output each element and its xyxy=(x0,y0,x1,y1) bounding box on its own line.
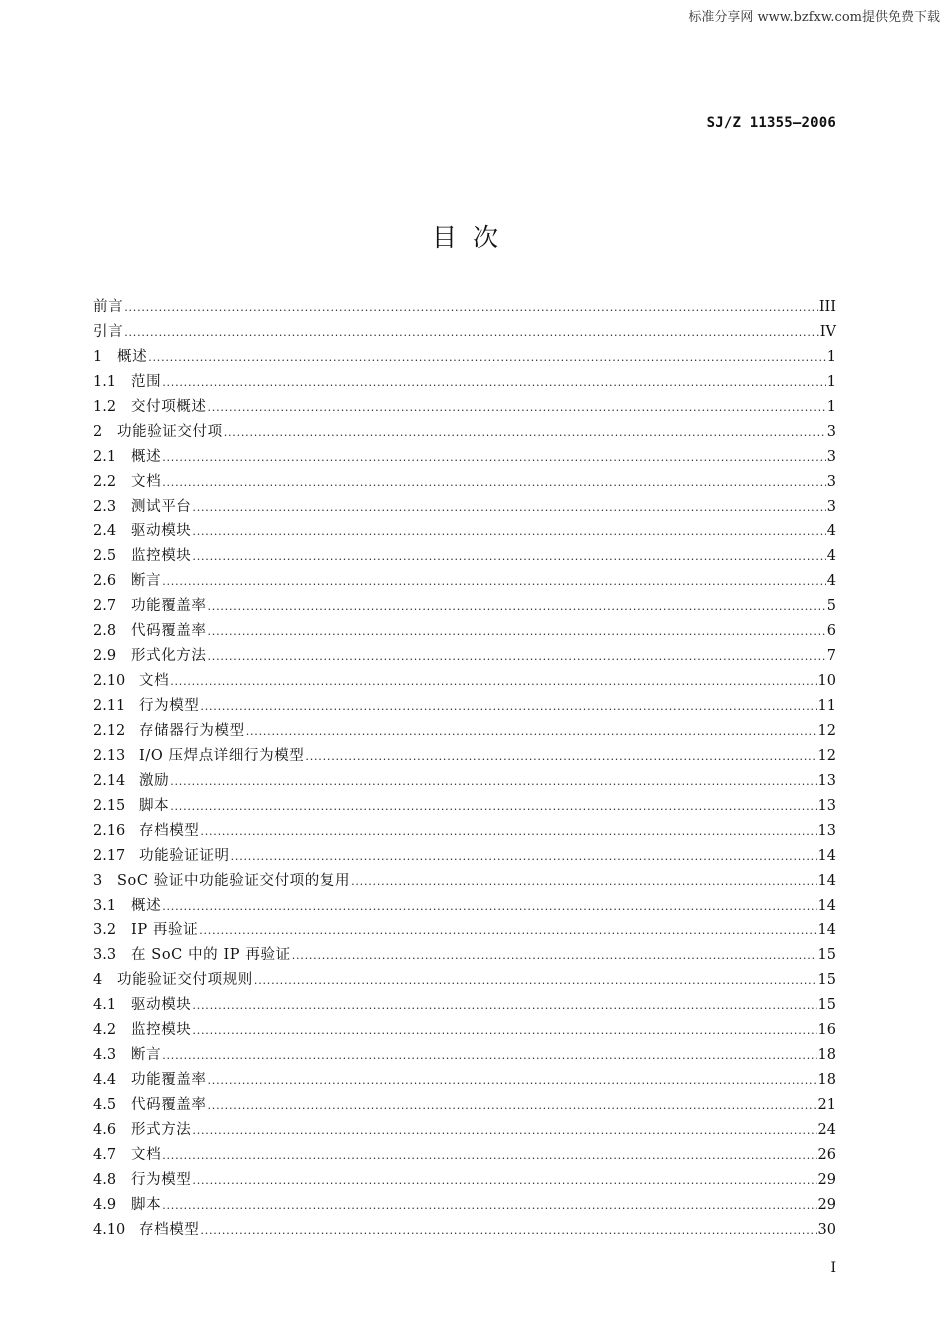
toc-entry-page: 3 xyxy=(826,448,836,465)
toc-entry-number: 4.8 xyxy=(93,1171,117,1188)
toc-entry-number: 4.4 xyxy=(93,1072,117,1089)
toc-entry-title: 行为模型 xyxy=(139,698,200,714)
toc-entry-title: 文档 xyxy=(139,673,170,690)
toc-entry-14[interactable] xyxy=(93,644,836,669)
toc-entry-number: 3.2 xyxy=(93,922,117,939)
toc-entry-35[interactable] xyxy=(93,1168,836,1193)
toc-entry-number: 2.14 xyxy=(93,772,126,789)
toc-entry-1[interactable] xyxy=(93,320,836,345)
toc-entry-number: 3.1 xyxy=(93,897,117,914)
toc-dot-leader xyxy=(170,795,816,820)
toc-entry-15[interactable] xyxy=(93,669,836,694)
toc-entry-number: 2.5 xyxy=(93,548,117,565)
toc-entry-36[interactable] xyxy=(93,1193,836,1218)
toc-entry-4[interactable] xyxy=(93,395,836,420)
toc-entry-page: 24 xyxy=(817,1121,836,1138)
toc-entry-page: 16 xyxy=(817,1022,836,1039)
toc-entry-number: 4.1 xyxy=(93,997,117,1014)
toc-entry-title: 驱动模块 xyxy=(131,997,192,1014)
toc-dot-leader xyxy=(208,1094,817,1119)
toc-dot-leader xyxy=(292,944,817,969)
toc-entry-24[interactable] xyxy=(93,894,836,919)
toc-entry-title: 脚本 xyxy=(131,1196,162,1213)
toc-dot-leader xyxy=(305,745,816,770)
toc-dot-leader xyxy=(208,620,826,645)
toc-dot-leader xyxy=(162,471,826,496)
toc-dot-leader xyxy=(200,820,816,845)
toc-entry-title: 监控模块 xyxy=(131,548,192,565)
toc-entry-number: 2.3 xyxy=(93,498,117,515)
toc-entry-page: 15 xyxy=(817,972,836,989)
toc-entry-number: 2.13 xyxy=(93,747,126,764)
toc-entry-title: 测试平台 xyxy=(131,498,192,515)
toc-entry-title: 概述 xyxy=(117,348,148,365)
toc-entry-27[interactable] xyxy=(93,968,836,993)
toc-entry-title: 功能验证交付项规则 xyxy=(117,972,253,989)
toc-entry-title: 存档模型 xyxy=(139,1221,200,1238)
toc-entry-page: 15 xyxy=(817,997,836,1014)
toc-entry-page: 14 xyxy=(817,872,836,889)
toc-dot-leader xyxy=(208,396,826,421)
toc-entry-title: 代码覆盖率 xyxy=(131,623,207,640)
toc-entry-number: 1 xyxy=(93,348,103,365)
toc-entry-page: 30 xyxy=(817,1221,836,1238)
toc-dot-leader xyxy=(208,645,826,670)
toc-entry-9[interactable] xyxy=(93,519,836,544)
toc-dot-leader xyxy=(192,1119,816,1144)
toc-dot-leader xyxy=(170,770,816,795)
toc-dot-leader xyxy=(254,969,817,994)
toc-entry-number: 3 xyxy=(93,872,103,889)
toc-entry-page: 7 xyxy=(826,648,836,665)
toc-entry-title: 存储器行为模型 xyxy=(139,722,245,739)
toc-entry-number: 4.3 xyxy=(93,1047,117,1064)
toc-entry-title: 监控模块 xyxy=(131,1022,192,1039)
toc-entry-page: 1 xyxy=(826,348,836,365)
toc-dot-leader xyxy=(124,321,819,346)
toc-entry-title: 交付项概述 xyxy=(131,398,207,415)
toc-entry-20[interactable] xyxy=(93,794,836,819)
toc-entry-6[interactable] xyxy=(93,445,836,470)
toc-entry-30[interactable] xyxy=(93,1043,836,1068)
toc-dot-leader xyxy=(162,570,826,595)
table-of-contents xyxy=(93,295,836,1243)
toc-entry-page: 14 xyxy=(817,847,836,864)
toc-entry-34[interactable] xyxy=(93,1143,836,1168)
toc-entry-number: 2.6 xyxy=(93,573,117,590)
toc-entry-title: 断言 xyxy=(131,573,162,590)
watermark-text: 标准分享网 www.bzfxw.com提供免费下载 xyxy=(688,10,940,25)
toc-entry-title: 功能覆盖率 xyxy=(131,1072,207,1089)
toc-dot-leader xyxy=(162,371,826,396)
toc-entry-page: 4 xyxy=(826,523,836,540)
toc-entry-10[interactable] xyxy=(93,544,836,569)
toc-entry-32[interactable] xyxy=(93,1093,836,1118)
toc-entry-page: 13 xyxy=(817,772,836,789)
toc-entry-title: 引言 xyxy=(93,323,124,340)
toc-dot-leader xyxy=(208,1069,817,1094)
toc-entry-page: 13 xyxy=(817,822,836,839)
toc-entry-28[interactable] xyxy=(93,993,836,1018)
toc-entry-page: 10 xyxy=(817,673,836,690)
toc-dot-leader xyxy=(200,1219,816,1244)
toc-entry-number: 4.10 xyxy=(93,1221,126,1238)
toc-entry-title: 文档 xyxy=(131,1146,162,1163)
toc-entry-number: 4.9 xyxy=(93,1196,117,1213)
toc-entry-page: 13 xyxy=(817,797,836,814)
toc-entry-31[interactable] xyxy=(93,1068,836,1093)
toc-entry-page: 1 xyxy=(826,398,836,415)
toc-entry-title: 断言 xyxy=(131,1047,162,1064)
toc-dot-leader xyxy=(124,296,818,321)
toc-entry-page: 14 xyxy=(817,897,836,914)
toc-entry-number: 2 xyxy=(93,423,103,440)
toc-entry-title: 驱动模块 xyxy=(131,523,192,540)
toc-entry-number: 2.11 xyxy=(93,698,126,714)
toc-entry-page: 29 xyxy=(817,1196,836,1213)
toc-entry-title: IP 再验证 xyxy=(131,922,199,939)
toc-entry-page: 18 xyxy=(817,1072,836,1089)
toc-entry-number: 4.5 xyxy=(93,1097,117,1113)
toc-entry-number: 2.9 xyxy=(93,648,117,665)
toc-entry-29[interactable] xyxy=(93,1018,836,1043)
toc-dot-leader xyxy=(162,895,816,920)
toc-entry-page: 12 xyxy=(817,747,836,764)
toc-entry-12[interactable] xyxy=(93,594,836,619)
toc-entry-number: 2.17 xyxy=(93,847,126,864)
toc-entry-title: 形式化方法 xyxy=(131,648,207,665)
toc-entry-title: 范围 xyxy=(131,373,162,390)
toc-entry-page: 6 xyxy=(826,623,836,640)
toc-entry-title: 代码覆盖率 xyxy=(131,1097,207,1113)
toc-entry-title: 概述 xyxy=(131,897,162,914)
toc-entry-number: 4.2 xyxy=(93,1022,117,1039)
toc-entry-25[interactable] xyxy=(93,918,836,943)
toc-entry-title: 功能验证证明 xyxy=(139,847,230,864)
toc-entry-title: 功能覆盖率 xyxy=(131,598,207,615)
toc-entry-21[interactable] xyxy=(93,819,836,844)
toc-entry-title: 激励 xyxy=(139,772,170,789)
page-number: I xyxy=(830,1260,836,1276)
toc-entry-page: 21 xyxy=(817,1097,836,1113)
toc-dot-leader xyxy=(208,595,826,620)
toc-entry-3[interactable] xyxy=(93,370,836,395)
toc-entry-page: 18 xyxy=(817,1047,836,1064)
toc-dot-leader xyxy=(200,695,816,720)
toc-entry-page: 15 xyxy=(817,947,836,964)
toc-entry-title: 形式方法 xyxy=(131,1121,192,1138)
toc-entry-page: 29 xyxy=(817,1171,836,1188)
toc-entry-title: 功能验证交付项 xyxy=(117,423,223,440)
toc-entry-page: 26 xyxy=(817,1146,836,1163)
toc-entry-number: 1.1 xyxy=(93,373,117,390)
toc-dot-leader xyxy=(162,1194,816,1219)
toc-entry-5[interactable] xyxy=(93,420,836,445)
toc-entry-22[interactable] xyxy=(93,844,836,869)
toc-entry-number: 4.7 xyxy=(93,1146,117,1163)
toc-entry-number: 2.7 xyxy=(93,598,117,615)
toc-entry-number: 4.6 xyxy=(93,1121,117,1138)
toc-entry-0[interactable] xyxy=(93,295,836,320)
toc-entry-33[interactable] xyxy=(93,1118,836,1143)
toc-entry-title: 文档 xyxy=(131,473,162,490)
toc-dot-leader xyxy=(246,720,817,745)
toc-entry-number: 2.15 xyxy=(93,797,126,814)
toc-entry-page: 4 xyxy=(826,573,836,590)
toc-entry-7[interactable] xyxy=(93,470,836,495)
toc-entry-number: 1.2 xyxy=(93,398,117,415)
toc-dot-leader xyxy=(231,845,817,870)
toc-entry-number: 2.16 xyxy=(93,822,126,839)
toc-dot-leader xyxy=(162,446,826,471)
toc-dot-leader xyxy=(162,1044,816,1069)
toc-dot-leader xyxy=(162,1144,816,1169)
toc-entry-17[interactable] xyxy=(93,719,836,744)
toc-entry-number: 4 xyxy=(93,972,103,989)
toc-entry-number: 3.3 xyxy=(93,947,117,964)
toc-dot-leader xyxy=(148,346,826,371)
toc-entry-title: SoC 验证中功能验证交付项的复用 xyxy=(117,872,351,889)
toc-dot-leader xyxy=(192,994,816,1019)
toc-entry-title: 脚本 xyxy=(139,797,170,814)
toc-entry-page: 5 xyxy=(826,598,836,615)
page-title: 目 次 xyxy=(432,223,498,252)
toc-entry-16[interactable] xyxy=(93,694,836,719)
toc-dot-leader xyxy=(224,421,826,446)
toc-dot-leader xyxy=(192,520,825,545)
toc-entry-title: 概述 xyxy=(131,448,162,465)
toc-entry-page: 4 xyxy=(826,548,836,565)
toc-entry-page: 12 xyxy=(817,722,836,739)
document-code: SJ/Z 11355—2006 xyxy=(706,115,836,131)
toc-entry-26[interactable] xyxy=(93,943,836,968)
toc-entry-number: 2.1 xyxy=(93,448,117,465)
toc-entry-page: 14 xyxy=(817,922,836,939)
toc-dot-leader xyxy=(192,1019,816,1044)
toc-entry-title: 在 SoC 中的 IP 再验证 xyxy=(131,947,291,964)
toc-entry-number: 2.2 xyxy=(93,473,117,490)
toc-entry-number: 2.4 xyxy=(93,523,117,540)
toc-entry-19[interactable] xyxy=(93,769,836,794)
toc-dot-leader xyxy=(170,670,816,695)
toc-entry-number: 2.8 xyxy=(93,623,117,640)
toc-entry-page: 3 xyxy=(826,423,836,440)
toc-entry-page: 11 xyxy=(817,698,836,714)
toc-dot-leader xyxy=(351,870,816,895)
toc-entry-13[interactable] xyxy=(93,619,836,644)
toc-entry-2[interactable] xyxy=(93,345,836,370)
toc-entry-18[interactable] xyxy=(93,744,836,769)
toc-entry-23[interactable] xyxy=(93,869,836,894)
toc-entry-page: 1 xyxy=(826,373,836,390)
toc-entry-title: I/O 压焊点详细行为模型 xyxy=(139,747,305,764)
toc-entry-page: III xyxy=(818,299,836,315)
toc-entry-37[interactable] xyxy=(93,1218,836,1243)
toc-dot-leader xyxy=(192,545,825,570)
toc-entry-page: IV xyxy=(819,323,836,340)
toc-dot-leader xyxy=(192,496,825,521)
toc-dot-leader xyxy=(192,1169,816,1194)
toc-entry-title: 存档模型 xyxy=(139,822,200,839)
toc-dot-leader xyxy=(199,919,816,944)
toc-entry-8[interactable] xyxy=(93,495,836,520)
toc-entry-number: 2.12 xyxy=(93,722,126,739)
toc-entry-number: 2.10 xyxy=(93,673,126,690)
toc-entry-11[interactable] xyxy=(93,569,836,594)
toc-entry-title: 行为模型 xyxy=(131,1171,192,1188)
toc-entry-title: 前言 xyxy=(93,299,124,315)
toc-entry-page: 3 xyxy=(826,498,836,515)
toc-entry-page: 3 xyxy=(826,473,836,490)
